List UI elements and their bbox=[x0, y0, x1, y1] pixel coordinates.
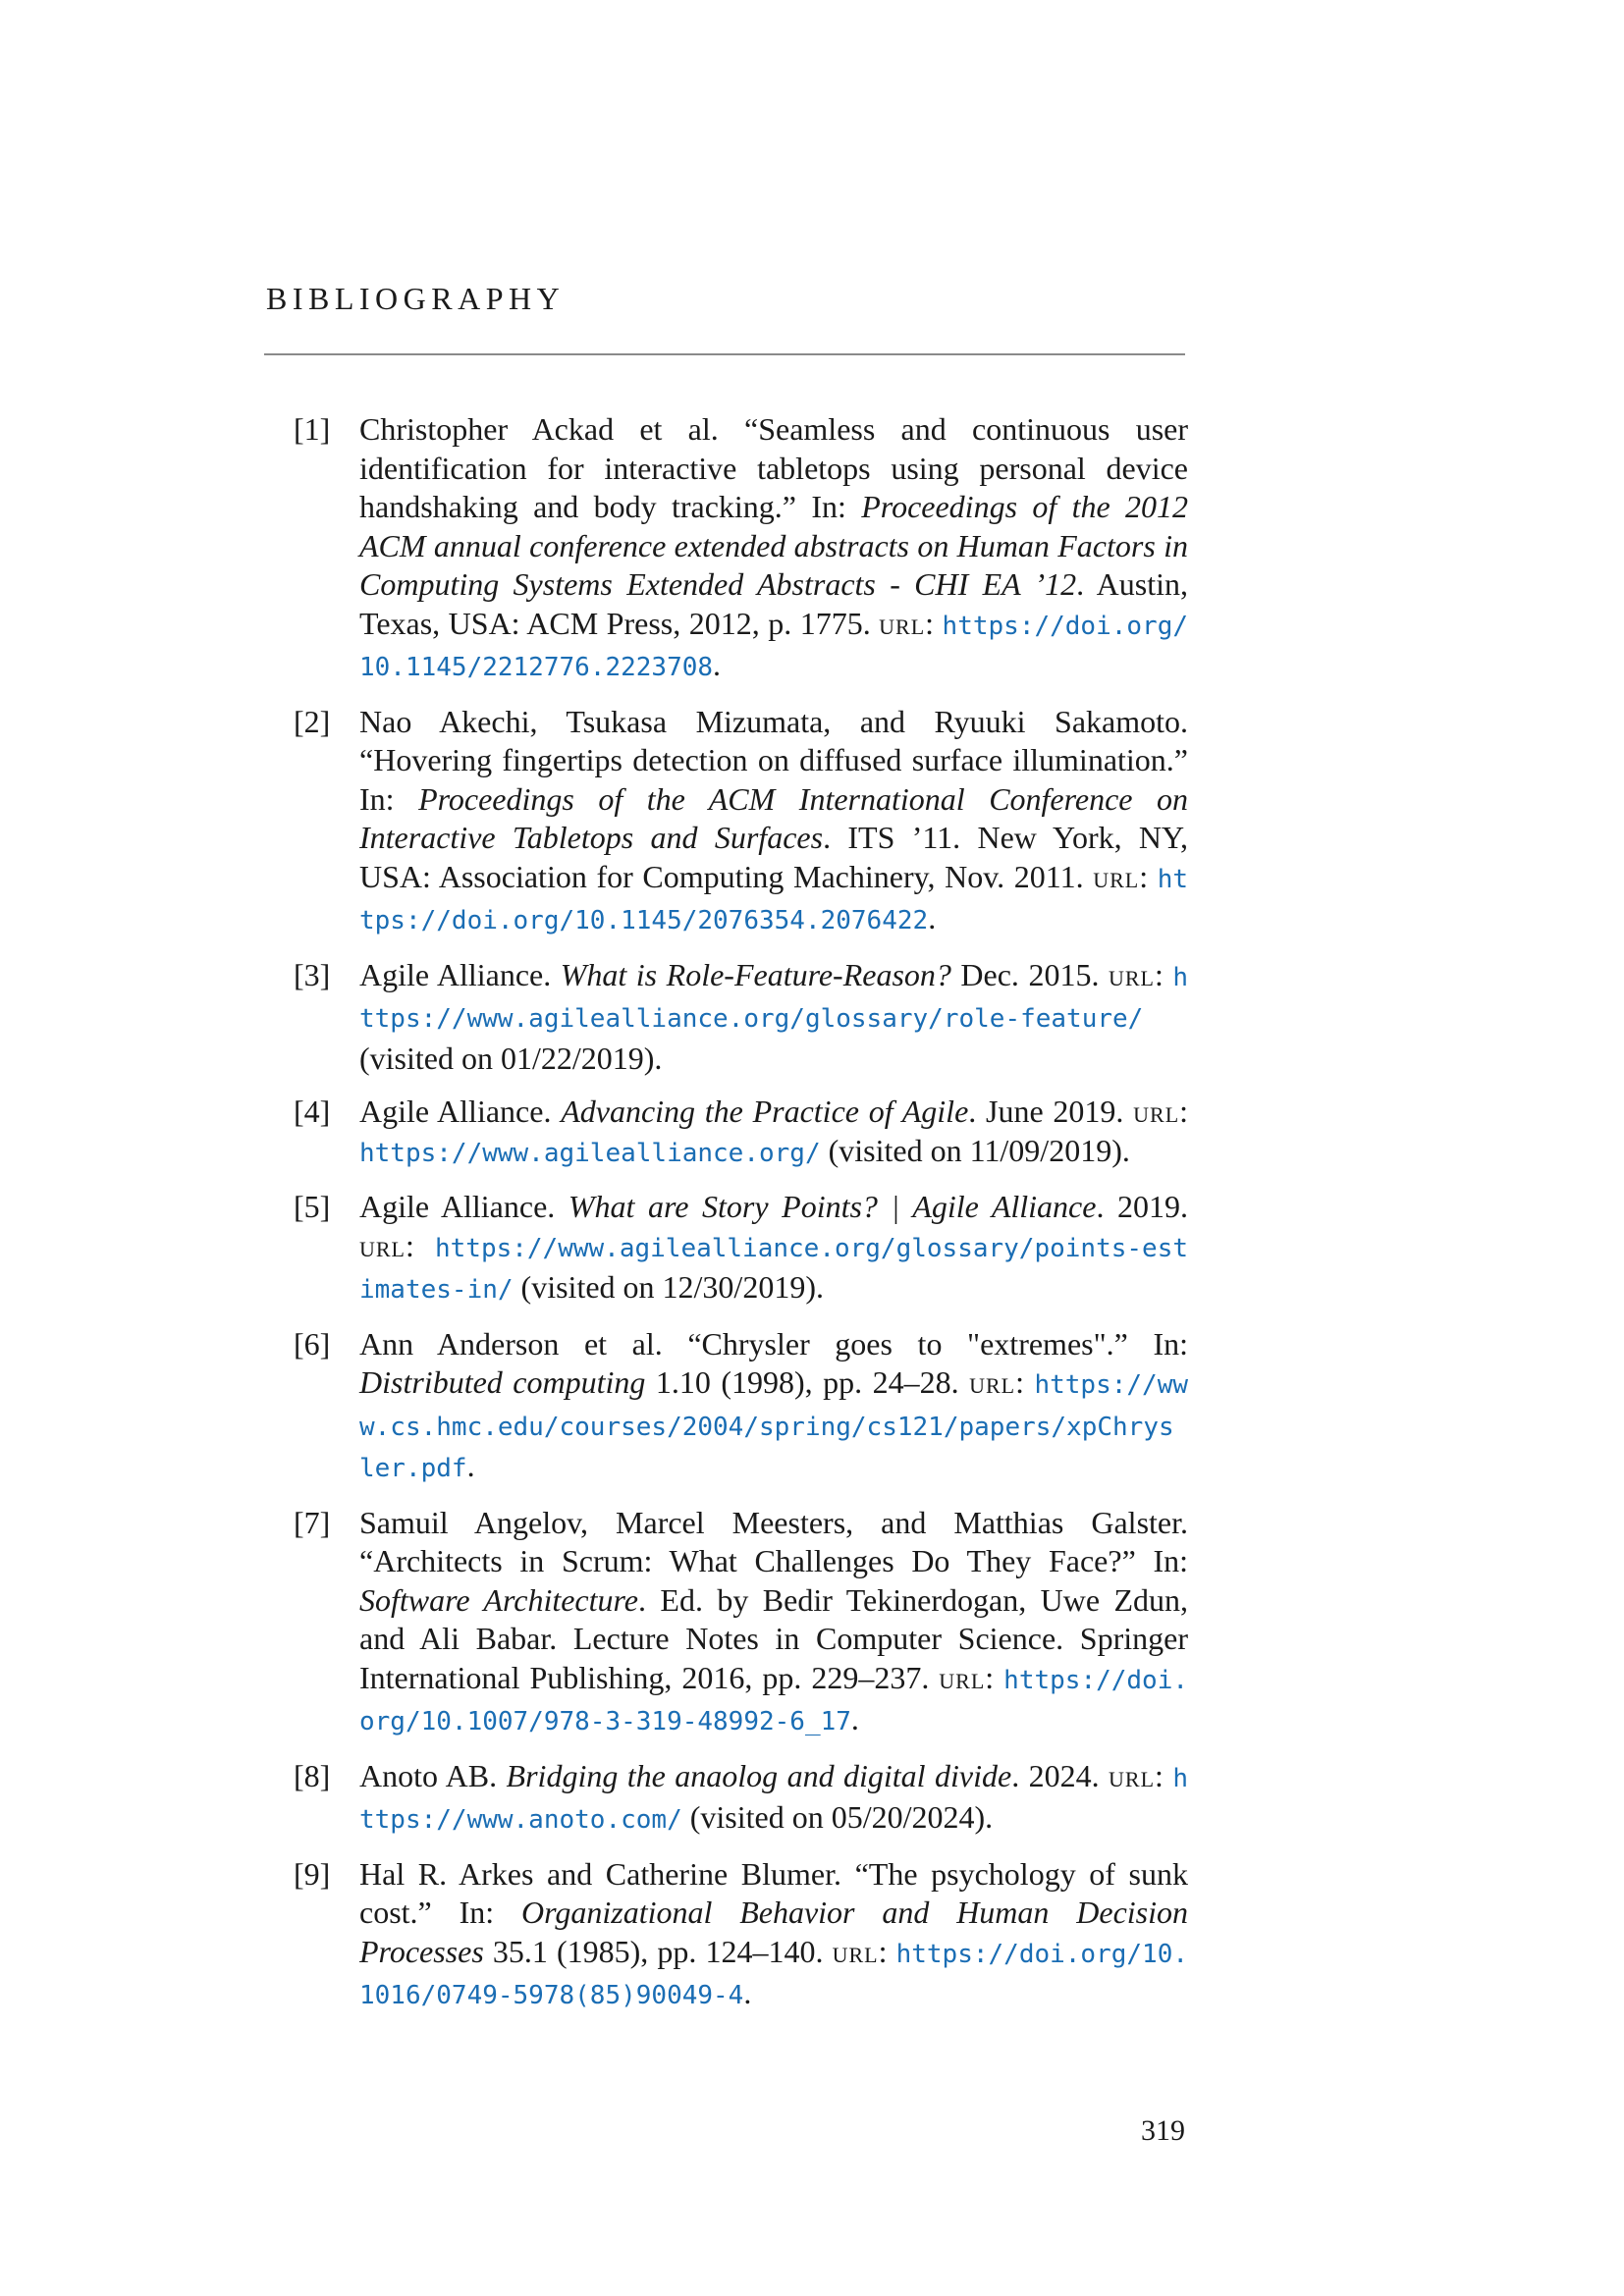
reference-details: . June 2019. bbox=[968, 1094, 1134, 1129]
url-label: url bbox=[969, 1364, 1016, 1400]
reference-number: [8] bbox=[294, 1757, 331, 1793]
url-label: url bbox=[832, 1933, 879, 1969]
reference-authors-title: Ann Anderson et al. “Chrysler goes to "extremes".” In: bbox=[359, 1325, 1188, 1362]
reference-authors-title: Agile Alliance. bbox=[359, 956, 561, 992]
reference-item: [6] Ann Anderson et al. “Chrysler goes to "extremes".” In: Distributed computing 1.10 (1998), pp. 24–28. url: https://www.cs.hmc.edu/courses/2004/spring/cs121/papers/xpChrysler.pdf. bbox=[294, 1325, 1189, 1483]
url-label: url bbox=[1133, 1094, 1180, 1129]
reference-item: [7] Samuil Angelov, Marcel Meesters, and Matthias Galster. “Architects in Scrum: What Challenges Do They Face?” In: Software Architecture. Ed. by Bedir Tekinerdogan, Uwe Zdun, and Ali Babar. Lecture Notes in Computer Science. Springer International Publishing, 2016, pp. 229–237. url: https://doi.org/10.1007/978-3-319-48992-6_17. bbox=[294, 1504, 1189, 1736]
reference-authors-title: Hal R. Arkes and Catherine Blumer. “The psychology of sunk cost.” In: bbox=[359, 1855, 1188, 1930]
reference-venue: Distributed computing bbox=[359, 1364, 646, 1400]
reference-item: [1] Christopher Ackad et al. “Seamless and continuous user identification for interactive tabletops using personal device handshaking and body tracking.” In: Proceedings of the 2012 ACM annual conference extended abstracts on Human Factors in Computing Systems Extended Abstracts - CHI EA ’12. Austin, Texas, USA: ACM Press, 2012, p. 1775. url: https://doi.org/10.1145/2212776.2223708. bbox=[294, 411, 1189, 682]
reference-details: . ITS ’11. New York, NY, USA: Association for Computing Machinery, Nov. 2011. bbox=[359, 820, 1189, 894]
reference-number: [3] bbox=[294, 956, 331, 992]
reference-url-link[interactable]: https://www.agilealliance.org/glossary/role-feature/ bbox=[359, 962, 1189, 1034]
reference-authors-title: Agile Alliance. bbox=[359, 1189, 568, 1224]
reference-tail: (visited on 05/20/2024). bbox=[681, 1799, 994, 1835]
reference-details: Dec. 2015. bbox=[950, 956, 1109, 992]
reference-venue: What are Story Points? | Agile Alliance bbox=[568, 1189, 1097, 1224]
url-label: url bbox=[939, 1659, 986, 1695]
reference-url-link[interactable]: https://doi.org/10.1007/978-3-319-48992-6_17 bbox=[359, 1665, 1189, 1736]
url-label: url bbox=[879, 605, 926, 641]
reference-tail: . bbox=[713, 647, 722, 682]
reference-venue: Organizational Behavior and Human Decision Processes bbox=[359, 1895, 1189, 1969]
reference-url-link[interactable]: https://www.agilealliance.org/ bbox=[359, 1138, 821, 1168]
reference-tail: . bbox=[850, 1701, 859, 1736]
page-number: 319 bbox=[1141, 2114, 1185, 2147]
reference-number: [5] bbox=[294, 1189, 331, 1224]
url-label: url bbox=[1093, 858, 1140, 894]
reference-item: [3] Agile Alliance. What is Role-Feature-Reason? Dec. 2015. url: https://www.agilealliance.org/glossary/role-feature/ (visited on 01/22/2019). bbox=[294, 956, 1189, 1076]
reference-url-link[interactable]: https://www.cs.hmc.edu/courses/2004/spring/cs121/papers/xpChrysler.pdf bbox=[359, 1370, 1189, 1483]
reference-details: . 2024. bbox=[1011, 1757, 1110, 1793]
reference-tail: (visited on 01/22/2019). bbox=[359, 1040, 663, 1076]
reference-authors-title: Anoto AB. bbox=[359, 1757, 507, 1793]
reference-details: . Ed. by Bedir Tekinerdogan, Uwe Zdun, and Ali Babar. Lecture Notes in Computer Science. Springer International Publishing, 2016, pp. 229–237. bbox=[359, 1581, 1189, 1695]
reference-authors-title: Nao Akechi, Tsukasa Mizumata, and Ryuuki Sakamoto. “Hovering fingertips detection on diffused surface illumination.” In: bbox=[359, 703, 1188, 817]
reference-venue: Proceedings of the ACM International Conference on Interactive Tabletops and Surfaces bbox=[359, 780, 1189, 855]
reference-tail: . bbox=[466, 1448, 475, 1483]
heading-rule bbox=[264, 353, 1185, 355]
reference-venue: Software Architecture bbox=[359, 1581, 638, 1618]
reference-number: [7] bbox=[294, 1504, 331, 1540]
reference-authors-title: Samuil Angelov, Marcel Meesters, and Matthias Galster. “Architects in Scrum: What Challenges Do They Face?” In: bbox=[359, 1504, 1188, 1578]
reference-url-link[interactable]: https://www.agilealliance.org/glossary/points-estimates-in/ bbox=[359, 1233, 1188, 1305]
url-label: url bbox=[1108, 956, 1155, 992]
reference-url-link[interactable]: https://doi.org/10.1145/2076354.2076422 bbox=[359, 864, 1189, 935]
reference-authors-title: Agile Alliance. bbox=[359, 1094, 562, 1129]
reference-details: . Austin, Texas, USA: ACM Press, 2012, p. 1775. bbox=[359, 566, 1189, 641]
reference-details: 35.1 (1985), pp. 124–140. bbox=[483, 1933, 833, 1969]
reference-venue: Advancing the Practice of Agile bbox=[561, 1094, 969, 1129]
reference-number: [2] bbox=[294, 703, 331, 739]
reference-item: [9] Hal R. Arkes and Catherine Blumer. “The psychology of sunk cost.” In: Organizational Behavior and Human Decision Processes 35.1 (1985), pp. 124–140. url: https://doi.org/10.1016/0749-5978(85)90049-4. bbox=[294, 1855, 1189, 2010]
reference-item: [2] Nao Akechi, Tsukasa Mizumata, and Ryuuki Sakamoto. “Hovering fingertips detection on diffused surface illumination.” In: Proceedings of the ACM International Conference on Interactive Tabletops and Surfaces. ITS ’11. New York, NY, USA: Association for Computing Machinery, Nov. 2011. url: https://doi.org/10.1145/2076354.2076422. bbox=[294, 703, 1189, 935]
reference-venue: What is Role-Feature-Reason? bbox=[560, 956, 951, 992]
reference-tail: . bbox=[743, 1975, 752, 2010]
reference-item: [4] Agile Alliance. Advancing the Practice of Agile. June 2019. url: https://www.agilealliance.org/ (visited on 11/09/2019). bbox=[294, 1094, 1189, 1168]
reference-venue: Proceedings of the 2012 ACM annual conference extended abstracts on Human Factors in Computing Systems Extended Abstracts - CHI EA ’12 bbox=[359, 489, 1189, 602]
reference-number: [9] bbox=[294, 1855, 331, 1892]
page-heading: BIBLIOGRAPHY bbox=[266, 281, 566, 316]
reference-url-link[interactable]: https://doi.org/10.1016/0749-5978(85)90049-4 bbox=[359, 1939, 1189, 2010]
reference-url-link[interactable]: https://www.anoto.com/ bbox=[359, 1763, 1189, 1835]
reference-venue: Bridging the anaolog and digital divide bbox=[506, 1757, 1012, 1793]
reference-number: [4] bbox=[294, 1094, 331, 1129]
reference-item: [5] Agile Alliance. What are Story Points? | Agile Alliance. 2019. url: https://www.agilealliance.org/glossary/points-estimates-in/ (visited on 12/30/2019). bbox=[294, 1189, 1189, 1305]
reference-tail: . bbox=[928, 900, 937, 935]
reference-url-link[interactable]: https://doi.org/10.1145/2212776.2223708 bbox=[359, 611, 1188, 682]
url-label: url bbox=[359, 1227, 406, 1263]
reference-details: . 2019. bbox=[1096, 1189, 1189, 1224]
reference-tail: (visited on 11/09/2019). bbox=[820, 1132, 1130, 1168]
url-label: url bbox=[1109, 1757, 1156, 1793]
reference-details: 1.10 (1998), pp. 24–28. bbox=[645, 1364, 970, 1400]
reference-number: [1] bbox=[294, 411, 331, 447]
reference-authors-title: Christopher Ackad et al. “Seamless and continuous user identification for interactive tabletops using personal device handshaking and body tracking.” In: bbox=[359, 411, 1188, 524]
reference-item: [8] Anoto AB. Bridging the anaolog and digital divide. 2024. url: https://www.anoto.com/ (visited on 05/20/2024). bbox=[294, 1757, 1189, 1835]
reference-tail: (visited on 12/30/2019). bbox=[513, 1269, 824, 1305]
reference-number: [6] bbox=[294, 1325, 331, 1362]
reference-list bbox=[290, 410, 1188, 2031]
